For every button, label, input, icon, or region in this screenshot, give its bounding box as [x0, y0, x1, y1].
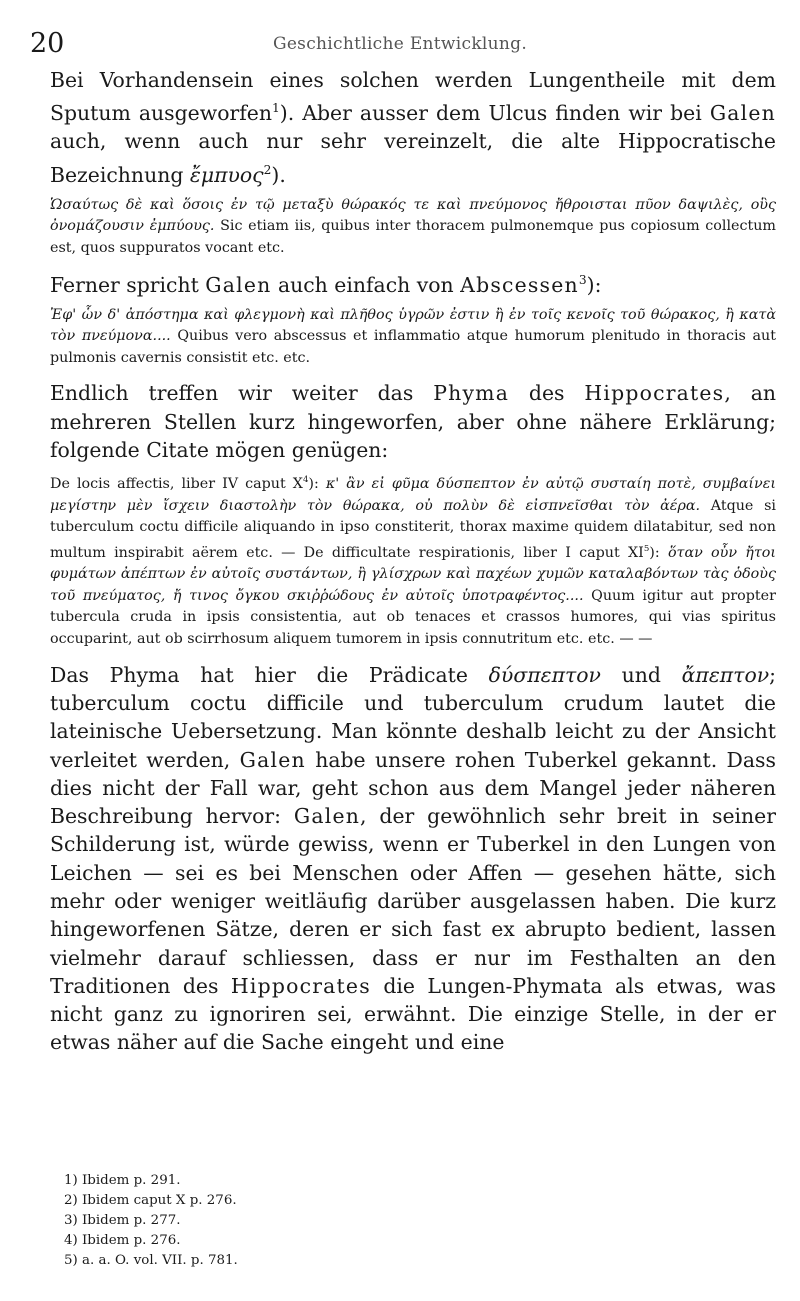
greek-text: ὅταν οὖν ἤτοι φυμάτων ἀπέπτων ἐν αὐτοῖς συστάντων, ἢ γλίσχρων καὶ παχέων χυμῶν καταλαβόντων τὰς ὁδοὺς τοῦ πνεύματος, ἤ τινος ὄγκου σκιῤῥώδους ἐν αὐτοῖς ὑποτραφέντος....	[50, 544, 776, 604]
greek-text: Ὡσαύτως δὲ καὶ ὅσοις ἐν τῷ μεταξὺ θώρακός τε καὶ πνεύμονος ἤθροισται πῦον δαψιλὲς, οὓς ὀνομάζουσιν ἐμπύους.	[50, 196, 776, 235]
spaced-name: Galen	[293, 804, 361, 829]
footnote: 4) Ibidem p. 276.	[64, 1233, 181, 1248]
text-segment: ; tuberculum coctu difficile und tuberculum crudum lautet die lateinische Uebersetzung. Man könnte deshalb leicht zu der Ansicht verleitet werden,	[50, 662, 776, 772]
body-paragraph	[50, 266, 776, 299]
greek-text: ἄπεπτον	[681, 662, 770, 687]
footnote: 1) Ibidem p. 291.	[64, 1173, 181, 1188]
spaced-name: Galen	[239, 747, 306, 772]
footnote-marker: 3	[578, 272, 587, 287]
spaced-name: Hippocrates	[584, 381, 725, 406]
paragraph-gap	[50, 651, 776, 661]
citation-paragraph	[50, 305, 776, 370]
text-segment: und	[600, 662, 682, 687]
text-segment: auch, wenn auch nur sehr vereinzelt, die alte Hippocratische Bezeichnung	[50, 129, 776, 187]
text-segment: auch einfach von	[271, 272, 461, 297]
footnotes	[50, 1171, 776, 1271]
greek-text: κ' ἂν εἰ φῦμα δύσπεπτον ἐν αὐτῷ συσταίη ποτὲ, συμβαίνει μεγίστην μὲν ἴσχειν διαστολὴν τὸν θώρακα, οὐ πολὺν δὲ εἰσπνεῖσθαι τὸν ἀέρα.	[50, 476, 777, 514]
footnote-marker: 2	[263, 162, 272, 177]
paragraph-gap	[50, 369, 776, 379]
text-segment: ). Aber ausser dem Ulcus finden wir bei	[279, 101, 710, 126]
greek-text: ἔμπυος	[189, 162, 264, 187]
text-segment: Sic etiam iis, quibus inter thoracem pulmonemque pus copiosum collectum est, quos suppuratos vocant etc.	[50, 218, 776, 256]
text-segment: ):	[586, 272, 602, 297]
spaced-name: Phyma	[433, 381, 510, 406]
footnote-marker: 1	[271, 101, 280, 116]
body-paragraph	[50, 661, 776, 1057]
citation-paragraph	[50, 470, 776, 650]
text-segment: habe unsere rohen Tuberkel gekannt. Dass dies nicht der Fall war, geht schon aus dem Mangel jeder näheren Beschreibung hervor:	[50, 747, 776, 829]
text-segment: , der gewöhnlich sehr breit in seiner Schilderung ist, würde gewiss, wenn er Tuberkel in den Lungen von Leichen — sei es bei Menschen oder Affen — gesehen hätte, sich mehr oder weniger weitläufig darüber ausgelassen haben. Die kurz hingeworfenen Sätze, deren er sich fast ex abrupto bedient, lassen vielmehr darauf schliessen, dass er nur im Festhalten an den Traditionen des	[50, 804, 776, 998]
text-segment: die Lungen-Phymata als etwas, was nicht ganz zu ignoriren sei, erwähnt. Die einzige Stelle, in der er etwas näher auf die Sache eingeht und eine	[50, 973, 777, 1055]
footnote: 2) Ibidem caput X p. 276.	[64, 1193, 237, 1208]
text-segment: Das Phyma hat hier die Prädicate	[50, 662, 489, 687]
footnote: 3) Ibidem p. 277.	[64, 1213, 181, 1228]
body-paragraph	[50, 66, 776, 189]
footnote-marker: 4	[302, 475, 309, 486]
text-segment: ).	[271, 162, 286, 187]
footnote-marker: 5	[643, 543, 650, 554]
text-segment: Bei Vorhandensein eines solchen werden Lungentheile mit dem Sputum ausgeworfen	[50, 68, 776, 126]
text-segment: Ferner spricht	[50, 272, 206, 297]
spaced-name: Hippocrates	[230, 973, 371, 998]
running-head: Geschichtliche Entwicklung.	[272, 34, 528, 54]
text-segment: ):	[308, 476, 326, 493]
spaced-name: Galen	[709, 101, 776, 126]
spaced-name: Galen	[205, 272, 272, 297]
text-segment: Quibus vero abscessus et inflammatio atque humorum plenitudo in thoracis aut pulmonis cavernis consistit etc. etc.	[50, 328, 776, 366]
greek-text: Ἐφ' ὧν δ' ἀπόστημα καὶ φλεγμονὴ καὶ πλῆθος ὑγρῶν ἐστιν ἢ ἐν τοῖς κενοῖς τοῦ θώρακος, ἢ κατὰ τὸν πνεύμονα....	[50, 306, 776, 345]
page-body	[50, 66, 776, 1057]
spaced-name: Abscessen	[460, 272, 579, 297]
footnote: 5) a. a. O. vol. VII. p. 781.	[64, 1253, 238, 1268]
text-segment: Quum igitur aut propter tubercula cruda in ipsis consistentia, aut ob tenaces et crassos humores, qui vias spiritus occuparint, aut ob scirrhosum aliquem tumorem in ipsis connutritum etc. etc. — —	[50, 587, 776, 648]
greek-text: δύσπεπτον	[488, 662, 601, 687]
text-segment: Atque si tuberculum coctu difficile aliquando in ipso constiterit, thorax maxime quidem dilatabitur, sed non multum inspirabit aërem etc. — De difficultate respirationis, liber I caput XI	[50, 497, 776, 561]
body-paragraph	[50, 379, 776, 464]
page-number: 20	[30, 28, 65, 59]
text-segment: Endlich treffen wir weiter das	[50, 381, 434, 406]
text-segment: , an mehreren Stellen kurz hingeworfen, aber ohne nähere Erklärung; folgende Citate mögen genügen:	[50, 381, 776, 463]
citation-paragraph	[50, 195, 776, 260]
page-header	[30, 26, 770, 60]
text-segment: des	[509, 381, 585, 406]
text-segment: De locis affectis, liber IV caput X	[50, 476, 303, 493]
text-segment: ):	[649, 544, 668, 561]
